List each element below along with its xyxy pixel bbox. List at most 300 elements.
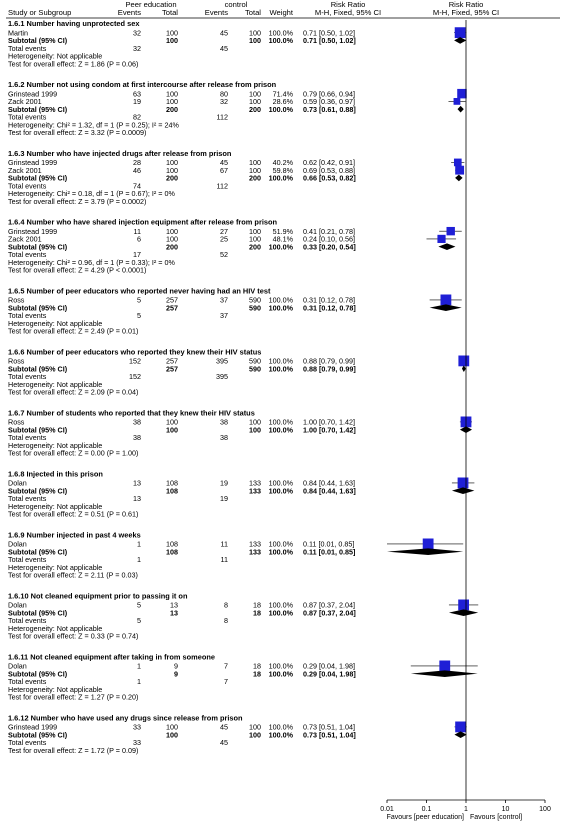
total-peer: 100 bbox=[166, 165, 178, 175]
events-control: 7 bbox=[224, 661, 228, 671]
overall-effect-text: Test for overall effect: Z = 1.27 (P = 0.20) bbox=[8, 692, 139, 702]
study-risk-ratio: 0.87 [0.37, 2.04] bbox=[303, 600, 355, 610]
subgroup-7 bbox=[8, 408, 472, 457]
forest-body bbox=[8, 19, 478, 755]
study-square bbox=[455, 166, 464, 175]
total-control: 590 bbox=[249, 295, 261, 305]
study-name: Zack 2001 bbox=[8, 234, 42, 244]
overall-effect-text: Test for overall effect: Z = 4.29 (P < 0.0001) bbox=[8, 265, 147, 275]
study-row bbox=[8, 600, 478, 611]
events-peer: 28 bbox=[133, 158, 141, 167]
heterogeneity-text: Heterogeneity: Not applicable bbox=[8, 379, 103, 389]
study-row bbox=[8, 356, 469, 367]
subtotal-diamond bbox=[438, 243, 455, 250]
subtotal-weight: 100.0% bbox=[268, 547, 293, 557]
subtotal-label: Subtotal (95% CI) bbox=[8, 364, 68, 374]
subtotal-total-peer: 9 bbox=[174, 669, 178, 679]
overall-effect-text: Test for overall effect: Z = 2.11 (P = 0.03) bbox=[8, 570, 138, 580]
subtotal-total-peer: 100 bbox=[166, 425, 178, 435]
total-events-control: 395 bbox=[216, 372, 228, 381]
subgroup-title: 1.6.5 Number of peer educators who reported never having had an HIV test bbox=[8, 286, 271, 296]
subtotal-label: Subtotal (95% CI) bbox=[8, 36, 68, 45]
study-square bbox=[441, 295, 452, 306]
subtotal-total-peer: 108 bbox=[166, 486, 178, 496]
study-risk-ratio: 0.71 [0.50, 1.02] bbox=[303, 28, 355, 38]
subtotal-row bbox=[8, 425, 472, 434]
subtotal-total-control: 18 bbox=[253, 669, 261, 679]
events-control: 38 bbox=[220, 417, 228, 427]
subtotal-weight: 100.0% bbox=[268, 364, 293, 374]
subtotal-label: Subtotal (95% CI) bbox=[8, 425, 68, 435]
subtotal-risk-ratio: 0.29 [0.04, 1.98] bbox=[303, 669, 356, 679]
subtotal-diamond bbox=[452, 487, 474, 494]
total-control: 100 bbox=[249, 158, 261, 167]
subtotal-total-peer: 100 bbox=[166, 730, 178, 740]
events-peer: 6 bbox=[137, 234, 141, 244]
study-name: Grinstead 1999 bbox=[8, 722, 58, 732]
study-row bbox=[8, 235, 456, 244]
total-peer: 100 bbox=[166, 28, 178, 38]
study-risk-ratio: 0.69 [0.53, 0.88] bbox=[303, 165, 355, 175]
study-row bbox=[8, 158, 464, 167]
subgroup-title: 1.6.1 Number having unprotected sex bbox=[8, 19, 140, 28]
study-name: Ross bbox=[8, 356, 25, 366]
study-row bbox=[8, 97, 465, 106]
total-control: 133 bbox=[249, 539, 261, 549]
study-risk-ratio: 0.59 [0.36, 0.97] bbox=[303, 97, 355, 106]
header-rr-title-left: Risk Ratio bbox=[330, 0, 366, 9]
subtotal-risk-ratio: 0.84 [0.44, 1.63] bbox=[303, 486, 356, 496]
total-events-peer: 5 bbox=[137, 616, 141, 625]
subtotal-diamond bbox=[411, 670, 478, 677]
total-peer: 100 bbox=[166, 226, 178, 236]
total-events-peer: 152 bbox=[129, 372, 141, 381]
subtotal-total-peer: 257 bbox=[166, 303, 178, 313]
subtotal-weight: 100.0% bbox=[268, 608, 293, 618]
study-square bbox=[439, 661, 450, 672]
events-peer: 1 bbox=[137, 661, 141, 671]
study-row bbox=[8, 166, 464, 175]
heterogeneity-text: Heterogeneity: Not applicable bbox=[8, 623, 103, 633]
study-risk-ratio: 0.73 [0.51, 1.04] bbox=[303, 722, 355, 732]
subtotal-total-control: 590 bbox=[249, 303, 261, 313]
study-weight: 100.0% bbox=[268, 417, 293, 427]
events-control: 45 bbox=[220, 722, 228, 732]
favours-right-label: Favours [control] bbox=[470, 814, 523, 821]
subtotal-risk-ratio: 1.00 [0.70, 1.42] bbox=[303, 425, 356, 435]
study-square bbox=[458, 356, 469, 367]
total-events-control: 52 bbox=[220, 250, 228, 259]
study-weight: 100.0% bbox=[268, 661, 293, 671]
total-peer: 13 bbox=[170, 600, 178, 610]
header-group2: control bbox=[224, 0, 248, 9]
subtotal-total-control: 200 bbox=[249, 104, 261, 114]
study-name: Dolan bbox=[8, 661, 27, 671]
subgroup-3 bbox=[8, 149, 464, 206]
study-row bbox=[8, 89, 467, 98]
subgroup-title: 1.6.12 Number who have used any drugs since release from prison bbox=[8, 713, 243, 723]
subgroup-8 bbox=[8, 469, 474, 518]
subtotal-weight: 100.0% bbox=[268, 104, 293, 114]
tick-label: 1 bbox=[464, 806, 468, 813]
total-peer: 100 bbox=[166, 158, 178, 167]
total-peer: 100 bbox=[166, 97, 178, 106]
subtotal-total-control: 200 bbox=[249, 173, 261, 183]
subtotal-total-control: 133 bbox=[249, 547, 261, 557]
subgroup-1 bbox=[8, 19, 466, 68]
subgroup-11 bbox=[8, 652, 478, 701]
total-events-control: 38 bbox=[220, 433, 228, 442]
total-events-peer: 13 bbox=[133, 494, 141, 503]
subgroup-2 bbox=[8, 80, 467, 137]
subtotal-total-control: 100 bbox=[249, 425, 261, 435]
subtotal-label: Subtotal (95% CI) bbox=[8, 608, 68, 618]
subgroup-9 bbox=[8, 530, 463, 579]
subgroup-title: 1.6.11 Not cleaned equipment after taking in from someone bbox=[8, 652, 215, 662]
subtotal-total-peer: 108 bbox=[166, 547, 178, 557]
subgroup-6 bbox=[8, 347, 469, 396]
subgroup-title: 1.6.2 Number not using condom at first intercourse after release from prison bbox=[8, 80, 277, 89]
total-events-peer: 38 bbox=[133, 433, 141, 442]
subtotal-risk-ratio: 0.73 [0.51, 1.04] bbox=[303, 730, 356, 740]
events-peer: 38 bbox=[133, 417, 141, 427]
subtotal-row bbox=[8, 730, 467, 739]
subtotal-label: Subtotal (95% CI) bbox=[8, 547, 68, 557]
total-peer: 108 bbox=[166, 478, 178, 488]
total-events-control: 112 bbox=[216, 181, 228, 191]
subtotal-weight: 100.0% bbox=[268, 730, 293, 740]
study-weight: 100.0% bbox=[268, 356, 293, 366]
subtotal-row bbox=[8, 36, 466, 45]
subgroup-title: 1.6.7 Number of students who reported that they knew their HIV status bbox=[8, 408, 255, 418]
total-events-peer: 17 bbox=[133, 250, 141, 259]
events-peer: 11 bbox=[133, 226, 141, 236]
events-control: 80 bbox=[220, 89, 228, 99]
study-weight: 40.2% bbox=[272, 158, 293, 167]
header-group1: Peer education bbox=[125, 0, 177, 9]
heterogeneity-text: Heterogeneity: Not applicable bbox=[8, 318, 103, 328]
overall-effect-text: Test for overall effect: Z = 1.72 (P = 0.09) bbox=[8, 745, 139, 755]
favours-left-label: Favours [peer education] bbox=[386, 814, 464, 821]
study-name: Grinstead 1999 bbox=[8, 226, 58, 236]
total-control: 100 bbox=[249, 234, 261, 244]
heterogeneity-text: Heterogeneity: Not applicable bbox=[8, 562, 103, 572]
overall-effect-text: Test for overall effect: Z = 3.79 (P = 0.0002) bbox=[8, 196, 147, 206]
header-study: Study or Subgroup bbox=[8, 8, 72, 17]
subtotal-row bbox=[8, 174, 463, 183]
events-peer: 5 bbox=[137, 600, 141, 610]
header-rr-title-right: Risk Ratio bbox=[448, 0, 484, 9]
total-control: 100 bbox=[249, 97, 261, 106]
subtotal-total-peer: 200 bbox=[166, 242, 178, 252]
subtotal-diamond bbox=[462, 365, 466, 372]
study-risk-ratio: 0.11 [0.01, 0.85] bbox=[303, 539, 355, 549]
study-square bbox=[455, 722, 466, 733]
subtotal-total-peer: 257 bbox=[166, 364, 178, 374]
study-row bbox=[8, 227, 462, 236]
heterogeneity-text: Heterogeneity: Not applicable bbox=[8, 440, 103, 450]
subtotal-weight: 100.0% bbox=[268, 242, 293, 252]
overall-effect-text: Test for overall effect: Z = 3.32 (P = 0.0009) bbox=[8, 128, 147, 137]
study-weight: 100.0% bbox=[268, 28, 293, 38]
study-square bbox=[437, 235, 445, 243]
heterogeneity-text: Heterogeneity: Chi² = 1.32, df = 1 (P = 0.25); I² = 24% bbox=[8, 120, 179, 130]
tick-label: 0.01 bbox=[380, 806, 394, 813]
subtotal-weight: 100.0% bbox=[268, 303, 293, 313]
study-row bbox=[8, 478, 474, 489]
study-weight: 51.9% bbox=[272, 226, 293, 236]
events-control: 45 bbox=[220, 158, 228, 167]
events-control: 25 bbox=[220, 234, 228, 244]
events-peer: 13 bbox=[133, 478, 141, 488]
study-square bbox=[458, 478, 469, 489]
total-events-peer: 1 bbox=[137, 677, 141, 686]
study-square bbox=[458, 600, 469, 611]
total-events-label: Total events bbox=[8, 372, 47, 381]
header-weight: Weight bbox=[269, 8, 293, 17]
events-control: 67 bbox=[220, 165, 228, 175]
total-events-label: Total events bbox=[8, 43, 47, 53]
subtotal-label: Subtotal (95% CI) bbox=[8, 730, 68, 740]
total-peer: 257 bbox=[166, 295, 178, 305]
total-events-peer: 74 bbox=[133, 181, 141, 191]
study-risk-ratio: 0.31 [0.12, 0.78] bbox=[303, 295, 355, 305]
table-header bbox=[6, 0, 560, 18]
subgroup-10 bbox=[8, 591, 478, 640]
overall-effect-text: Test for overall effect: Z = 0.33 (P = 0.74) bbox=[8, 631, 139, 641]
study-square bbox=[454, 159, 462, 167]
total-events-control: 37 bbox=[220, 311, 228, 320]
heterogeneity-text: Heterogeneity: Not applicable bbox=[8, 501, 103, 511]
total-events-peer: 82 bbox=[133, 112, 141, 122]
subtotal-risk-ratio: 0.87 [0.37, 2.04] bbox=[303, 608, 356, 618]
subtotal-total-control: 133 bbox=[249, 486, 261, 496]
total-control: 100 bbox=[249, 417, 261, 427]
subtotal-total-control: 18 bbox=[253, 608, 261, 618]
total-events-label: Total events bbox=[8, 738, 47, 747]
subtotal-row bbox=[8, 608, 478, 617]
subtotal-diamond bbox=[387, 548, 463, 555]
tick-label: 0.1 bbox=[421, 806, 432, 813]
total-peer: 100 bbox=[166, 234, 178, 244]
subgroup-4 bbox=[8, 218, 462, 275]
header-events1: Events bbox=[117, 8, 141, 17]
study-risk-ratio: 1.00 [0.70, 1.42] bbox=[303, 417, 355, 427]
subtotal-row bbox=[8, 547, 463, 556]
subtotal-diamond bbox=[454, 731, 466, 738]
study-square bbox=[455, 27, 466, 38]
study-row bbox=[8, 27, 466, 38]
subtotal-label: Subtotal (95% CI) bbox=[8, 242, 68, 252]
total-control: 100 bbox=[249, 226, 261, 236]
total-events-peer: 5 bbox=[137, 311, 141, 320]
study-name: Grinstead 1999 bbox=[8, 89, 58, 99]
events-control: 8 bbox=[224, 600, 228, 610]
subtotal-total-peer: 13 bbox=[170, 608, 178, 618]
study-name: Ross bbox=[8, 417, 25, 427]
events-control: 45 bbox=[220, 28, 228, 38]
overall-effect-text: Test for overall effect: Z = 2.09 (P = 0.04) bbox=[8, 387, 139, 397]
study-name: Zack 2001 bbox=[8, 165, 42, 175]
study-weight: 100.0% bbox=[268, 478, 293, 488]
study-square bbox=[447, 227, 455, 235]
events-peer: 152 bbox=[129, 356, 141, 366]
overall-effect-text: Test for overall effect: Z = 2.49 (P = 0.01) bbox=[8, 326, 139, 336]
subtotal-weight: 100.0% bbox=[268, 486, 293, 496]
header-rr-method-left: M-H, Fixed, 95% CI bbox=[314, 8, 382, 17]
total-events-peer: 33 bbox=[133, 738, 141, 747]
events-peer: 32 bbox=[133, 28, 141, 38]
subtotal-weight: 100.0% bbox=[268, 425, 293, 435]
study-weight: 100.0% bbox=[268, 539, 293, 549]
subtotal-total-control: 100 bbox=[249, 36, 261, 45]
subgroup-title: 1.6.4 Number who have shared injection equipment after release from prison bbox=[8, 217, 278, 227]
study-name: Ross bbox=[8, 295, 25, 305]
events-peer: 33 bbox=[133, 722, 141, 732]
events-peer: 63 bbox=[133, 89, 141, 99]
total-peer: 9 bbox=[174, 661, 178, 671]
header-events2: Events bbox=[204, 8, 228, 17]
subtotal-row bbox=[8, 242, 455, 251]
subtotal-label: Subtotal (95% CI) bbox=[8, 486, 68, 496]
total-events-control: 19 bbox=[220, 494, 228, 503]
subtotal-diamond bbox=[430, 304, 462, 311]
study-row bbox=[8, 295, 462, 306]
subtotal-diamond bbox=[449, 609, 478, 616]
overall-effect-text: Test for overall effect: Z = 0.00 (P = 1.00) bbox=[8, 448, 139, 458]
total-peer: 257 bbox=[166, 356, 178, 366]
study-weight: 100.0% bbox=[268, 295, 293, 305]
subtotal-weight: 100.0% bbox=[268, 669, 293, 679]
subgroup-title: 1.6.10 Not cleaned equipment prior to passing it on bbox=[8, 591, 188, 601]
heterogeneity-text: Heterogeneity: Not applicable bbox=[8, 51, 103, 61]
total-peer: 100 bbox=[166, 89, 178, 99]
study-weight: 48.1% bbox=[272, 234, 293, 244]
subtotal-total-peer: 100 bbox=[166, 36, 178, 45]
subtotal-total-control: 590 bbox=[249, 364, 261, 374]
study-name: Grinstead 1999 bbox=[8, 158, 58, 167]
total-events-control: 8 bbox=[224, 616, 228, 625]
subgroup-title: 1.6.6 Number of peer educators who reported they knew their HIV status bbox=[8, 347, 262, 357]
overall-effect-text: Test for overall effect: Z = 0.51 (P = 0.61) bbox=[8, 509, 139, 519]
subtotal-label: Subtotal (95% CI) bbox=[8, 303, 68, 313]
study-name: Zack 2001 bbox=[8, 97, 42, 106]
subtotal-row bbox=[8, 105, 464, 114]
subtotal-risk-ratio: 0.88 [0.79, 0.99] bbox=[303, 364, 356, 374]
total-control: 590 bbox=[249, 356, 261, 366]
subtotal-label: Subtotal (95% CI) bbox=[8, 669, 68, 679]
subgroup-12 bbox=[8, 713, 467, 755]
study-name: Martin bbox=[8, 28, 28, 38]
total-control: 100 bbox=[249, 722, 261, 732]
events-control: 37 bbox=[220, 295, 228, 305]
study-risk-ratio: 0.41 [0.21, 0.78] bbox=[303, 226, 355, 236]
total-events-label: Total events bbox=[8, 555, 47, 564]
events-control: 19 bbox=[220, 478, 228, 488]
subtotal-row bbox=[8, 303, 462, 312]
total-events-control: 112 bbox=[216, 112, 228, 122]
subtotal-risk-ratio: 0.11 [0.01, 0.85] bbox=[303, 547, 356, 557]
total-events-peer: 32 bbox=[133, 43, 141, 53]
study-weight: 100.0% bbox=[268, 600, 293, 610]
study-risk-ratio: 0.24 [0.10, 0.56] bbox=[303, 234, 355, 244]
subtotal-total-peer: 200 bbox=[166, 173, 178, 183]
header-rr-method-right: M-H, Fixed, 95% CI bbox=[432, 8, 500, 17]
subgroup-title: 1.6.9 Number injected in past 4 weeks bbox=[8, 530, 141, 540]
total-events-label: Total events bbox=[8, 250, 47, 259]
events-peer: 46 bbox=[133, 165, 141, 175]
subtotal-diamond bbox=[458, 106, 464, 113]
study-risk-ratio: 0.88 [0.79, 0.99] bbox=[303, 356, 355, 366]
subtotal-row bbox=[8, 364, 466, 373]
study-name: Dolan bbox=[8, 600, 27, 610]
study-name: Dolan bbox=[8, 478, 27, 488]
total-control: 133 bbox=[249, 478, 261, 488]
subtotal-risk-ratio: 0.73 [0.61, 0.88] bbox=[303, 104, 356, 114]
subtotal-diamond bbox=[454, 37, 466, 44]
tick-label: 100 bbox=[539, 806, 551, 813]
heterogeneity-text: Heterogeneity: Not applicable bbox=[8, 684, 103, 694]
total-events-label: Total events bbox=[8, 311, 47, 320]
total-events-peer: 1 bbox=[137, 555, 141, 564]
header-total1: Total bbox=[161, 8, 178, 17]
study-row bbox=[8, 722, 467, 733]
subtotal-total-control: 200 bbox=[249, 242, 261, 252]
subgroup-title: 1.6.8 Injected in this prison bbox=[8, 469, 103, 479]
total-control: 100 bbox=[249, 28, 261, 38]
events-control: 11 bbox=[220, 539, 228, 549]
events-peer: 1 bbox=[137, 539, 141, 549]
subtotal-diamond bbox=[455, 175, 462, 182]
total-control: 18 bbox=[253, 661, 261, 671]
heterogeneity-text: Heterogeneity: Chi² = 0.18, df = 1 (P = 0.67); I² = 0% bbox=[8, 189, 175, 198]
total-control: 18 bbox=[253, 600, 261, 610]
total-peer: 108 bbox=[166, 539, 178, 549]
total-events-control: 7 bbox=[224, 677, 228, 686]
total-events-control: 45 bbox=[220, 43, 228, 53]
subtotal-risk-ratio: 0.33 [0.20, 0.54] bbox=[303, 242, 356, 252]
subtotal-total-control: 100 bbox=[249, 730, 261, 740]
subtotal-label: Subtotal (95% CI) bbox=[8, 104, 68, 114]
subtotal-risk-ratio: 0.31 [0.12, 0.78] bbox=[303, 303, 356, 313]
study-name: Dolan bbox=[8, 539, 27, 549]
study-risk-ratio: 0.29 [0.04, 1.98] bbox=[303, 661, 355, 671]
total-control: 100 bbox=[249, 89, 261, 99]
subtotal-risk-ratio: 0.66 [0.53, 0.82] bbox=[303, 173, 356, 183]
subtotal-total-peer: 200 bbox=[166, 104, 178, 114]
total-events-label: Total events bbox=[8, 494, 47, 503]
total-events-control: 45 bbox=[220, 738, 228, 747]
study-square bbox=[454, 98, 461, 105]
study-weight: 71.4% bbox=[272, 89, 293, 99]
study-weight: 28.6% bbox=[272, 97, 293, 106]
total-peer: 100 bbox=[166, 417, 178, 427]
tick-label: 10 bbox=[501, 806, 510, 813]
study-row bbox=[8, 661, 478, 672]
events-control: 395 bbox=[216, 356, 228, 366]
study-weight: 100.0% bbox=[268, 722, 293, 732]
study-weight: 59.8% bbox=[272, 165, 293, 175]
subtotal-weight: 100.0% bbox=[268, 36, 293, 45]
total-events-label: Total events bbox=[8, 433, 47, 442]
events-peer: 19 bbox=[133, 97, 141, 106]
total-peer: 100 bbox=[166, 722, 178, 732]
heterogeneity-text: Heterogeneity: Chi² = 0.96, df = 1 (P = 0.33); I² = 0% bbox=[8, 257, 175, 267]
events-peer: 5 bbox=[137, 295, 141, 305]
subgroup-5 bbox=[8, 286, 462, 335]
subtotal-risk-ratio: 0.71 [0.50, 1.02] bbox=[303, 36, 356, 45]
events-control: 27 bbox=[220, 226, 228, 236]
